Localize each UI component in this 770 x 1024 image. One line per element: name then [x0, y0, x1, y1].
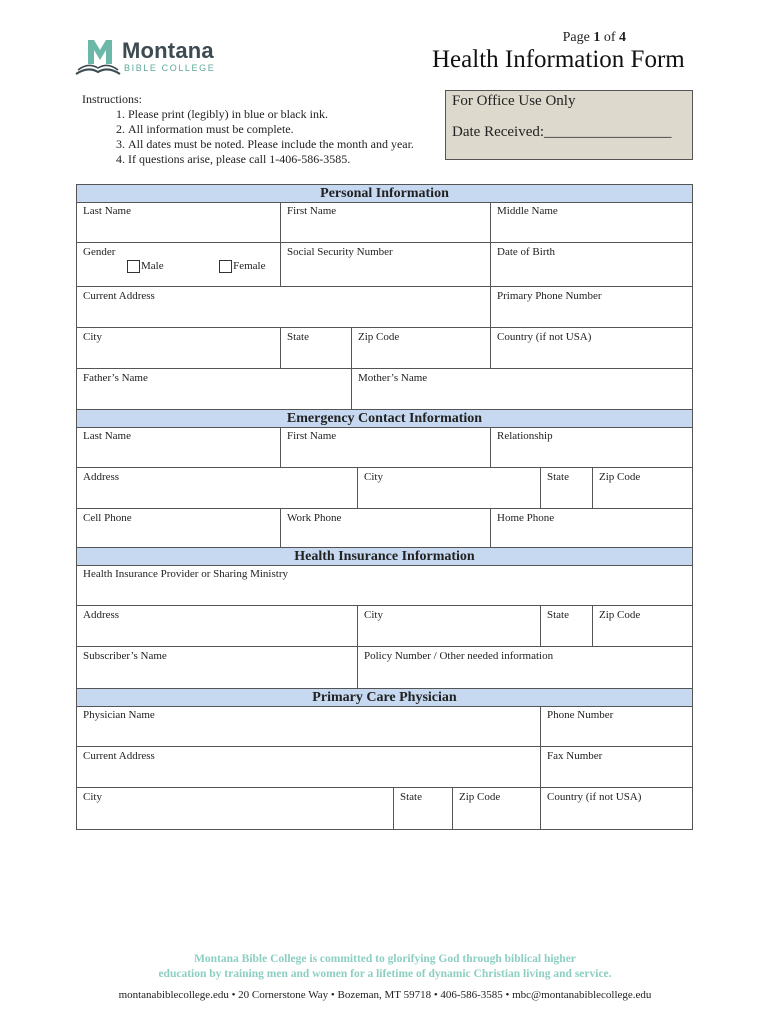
instruction-item: 2. All information must be complete.	[128, 122, 414, 137]
date-received-field[interactable]: Date Received:_________________	[452, 124, 672, 140]
logo-brand-subtitle: BIBLE COLLEGE	[124, 63, 216, 73]
insurance-zip-field[interactable]: Zip Code	[593, 606, 692, 647]
gender-field: Gender Male Female	[77, 243, 281, 287]
current-address-field[interactable]: Current Address	[77, 287, 491, 328]
insurance-city-field[interactable]: City	[358, 606, 541, 647]
physician-phone-field[interactable]: Phone Number	[541, 706, 692, 747]
male-checkbox[interactable]	[127, 260, 140, 273]
emergency-zip-field[interactable]: Zip Code	[593, 468, 692, 509]
physician-city-field[interactable]: City	[77, 788, 394, 830]
instruction-item: 4. If questions arise, please call 1-406-586-3585.	[128, 152, 414, 167]
emergency-contact-table	[76, 427, 693, 548]
instructions-heading: Instructions:	[82, 92, 142, 106]
page-indicator: Page 1 of 4	[562, 30, 626, 45]
first-name-field[interactable]: First Name	[281, 202, 491, 243]
country-field[interactable]: Country (if not USA)	[491, 328, 692, 369]
footer-mission-statement: Montana Bible College is committed to glorifying God through biblical higher education by training men and women for a lifetime of dynamic Christian living and service.	[158, 953, 612, 980]
logo-mark-icon	[74, 34, 122, 78]
instructions	[82, 92, 414, 167]
female-checkbox[interactable]	[219, 260, 232, 273]
emergency-first-name-field[interactable]: First Name	[281, 427, 491, 468]
physician-table	[76, 706, 693, 830]
middle-name-field[interactable]: Middle Name	[491, 202, 692, 243]
ssn-field[interactable]: Social Security Number	[281, 243, 491, 287]
state-field[interactable]: State	[281, 328, 352, 369]
last-name-field[interactable]: Last Name	[77, 202, 281, 243]
dob-field[interactable]: Date of Birth	[491, 243, 692, 287]
physician-fax-field[interactable]: Fax Number	[541, 747, 692, 788]
physician-address-field[interactable]: Current Address	[77, 747, 541, 788]
emergency-address-field[interactable]: Address	[77, 468, 358, 509]
mother-name-field[interactable]: Mother’s Name	[358, 372, 428, 384]
insurance-address-field[interactable]: Address	[77, 606, 358, 647]
section-personal-information: Personal Information	[76, 184, 693, 203]
father-name-field[interactable]: Father’s Name	[77, 369, 352, 410]
form-title: Health Information Form	[432, 46, 685, 73]
physician-zip-field[interactable]: Zip Code	[453, 788, 541, 830]
logo-brand-name: Montana	[122, 38, 214, 63]
relationship-field[interactable]: Relationship	[491, 427, 692, 468]
section-primary-care-physician: Primary Care Physician	[76, 688, 693, 707]
physician-state-field[interactable]: State	[394, 788, 453, 830]
insurance-provider-field[interactable]: Health Insurance Provider or Sharing Ministry	[77, 565, 692, 606]
physician-country-field[interactable]: Country (if not USA)	[547, 791, 642, 803]
section-health-insurance: Health Insurance Information	[76, 547, 693, 566]
home-phone-field[interactable]: Home Phone	[497, 512, 555, 524]
emergency-state-field[interactable]: State	[541, 468, 593, 509]
physician-name-field[interactable]: Physician Name	[77, 706, 541, 747]
zip-code-field[interactable]: Zip Code	[352, 328, 491, 369]
city-field[interactable]: City	[77, 328, 281, 369]
health-insurance-table	[76, 565, 693, 689]
emergency-last-name-field[interactable]: Last Name	[77, 427, 281, 468]
section-emergency-contact: Emergency Contact Information	[76, 409, 693, 428]
subscriber-name-field[interactable]: Subscriber’s Name	[77, 647, 358, 689]
footer-contact-info: montanabiblecollege.edu • 20 Cornerstone Way • Bozeman, MT 59718 • 406-586-3585 • mbc@montanabiblecollege.edu	[118, 989, 652, 1001]
personal-info-table	[76, 202, 693, 410]
emergency-city-field[interactable]: City	[358, 468, 541, 509]
policy-number-field[interactable]: Policy Number / Other needed information	[364, 650, 554, 662]
office-use-box	[445, 90, 693, 160]
insurance-state-field[interactable]: State	[541, 606, 593, 647]
cell-phone-field[interactable]: Cell Phone	[77, 509, 281, 548]
instruction-item: 1. Please print (legibly) in blue or black ink.	[128, 107, 414, 122]
primary-phone-field[interactable]: Primary Phone Number	[491, 287, 692, 328]
office-use-heading: For Office Use Only	[452, 93, 576, 109]
work-phone-field[interactable]: Work Phone	[281, 509, 491, 548]
instruction-item: 3. All dates must be noted. Please include the month and year.	[128, 137, 414, 152]
college-logo	[74, 34, 224, 78]
